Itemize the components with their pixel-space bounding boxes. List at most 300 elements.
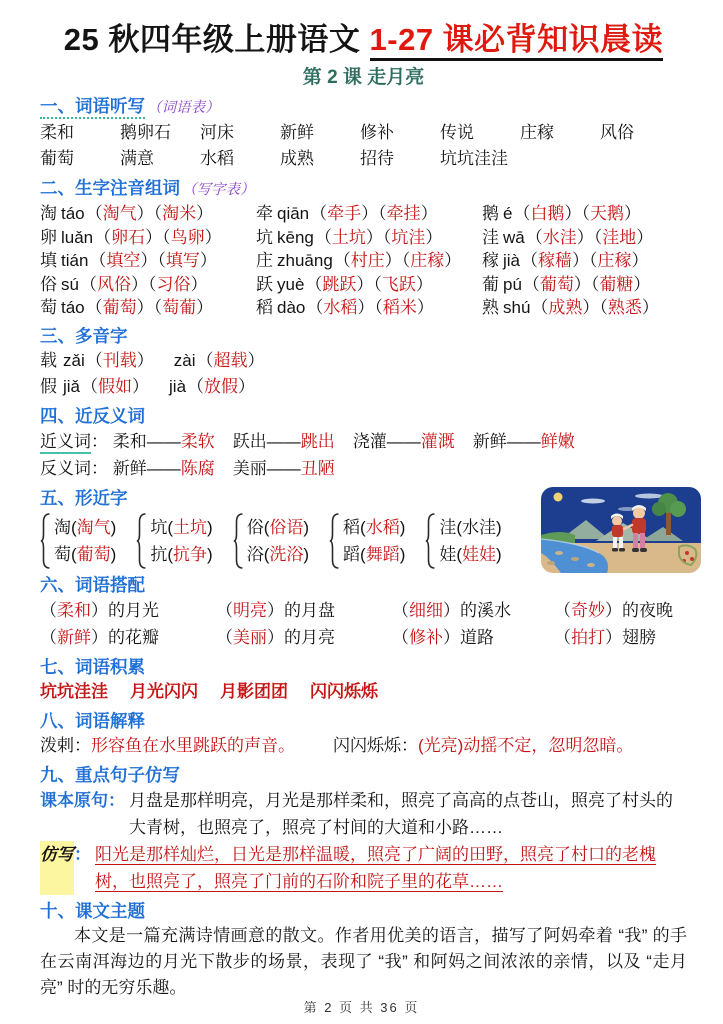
character-entry [256,296,482,320]
paren: ） [238,376,256,396]
antonym-pair [113,459,215,478]
paren: ( [71,517,77,537]
theme-paragraph [40,923,687,1001]
paren: ） [140,251,158,270]
collocation-item [554,597,687,624]
paren: ） [444,251,462,270]
pair-top [54,514,116,541]
paren: ) [303,517,310,537]
pinyin: yuè [277,274,305,294]
character: 稼 [482,251,499,270]
pair-top [439,514,501,541]
section-10-heading: 十、课文主题 [40,900,145,921]
paren: （ [40,627,57,647]
character: 鹅 [482,204,499,223]
section-3-heading: 三、多音字 [40,325,128,346]
character: 假 [40,376,57,396]
character-entry [482,296,687,320]
collocation-item [40,624,216,651]
pair-bottom [247,541,309,568]
character: 庄 [256,251,273,270]
pair-bottom [343,541,405,568]
dictation-word: 庄稼 [520,123,554,142]
original-sentence-label: 课本原句 [40,790,108,810]
character: 萄 [54,544,71,564]
collocation-rest: 的月亮 [284,627,335,647]
paren: ） [136,350,154,370]
character-entry [482,273,687,297]
paren: ） [204,227,222,247]
word: 葡萄 [76,544,111,564]
dictation-word: 新鲜 [280,123,314,142]
word-2: 超载 [213,350,248,370]
paren: ） [576,227,594,247]
paren: （ [531,298,549,317]
word-2: 填写 [165,251,200,270]
character-entry [40,273,256,297]
paren: ( [360,544,366,564]
paren: ( [167,517,174,537]
collocation-rest: 的夜晚 [622,600,673,620]
lesson-subtitle: 第 2 课 走月亮 [302,67,425,88]
word-1: 刊载 [102,350,137,370]
theme-segment: 。 [169,977,187,997]
similar-character-group [40,513,116,569]
theme-segment: 的场景，表现了 “我” 和阿妈之间 [250,951,501,971]
colon: ： [74,844,91,864]
paren: ( [71,544,77,564]
collocation-word: 新鲜 [57,627,91,647]
curly-brace-icon [40,513,51,569]
pinyin-2: jià [169,376,187,396]
word: 舞蹈 [365,544,400,564]
word: 俗语 [269,517,304,537]
collocation-item [40,597,216,624]
paren: ） [631,251,649,270]
paren: ) [399,544,406,564]
word-1: 成熟 [548,298,583,317]
paren: （ [314,227,332,247]
paren: （ [525,227,543,247]
curly-brace-icon [425,513,436,569]
similar-character-group [425,513,501,569]
synonym-label: 近义词 [40,432,91,454]
collocation-grid [40,597,687,651]
paren: ) [496,544,502,564]
section-5-heading: 五、形近字 [40,487,128,508]
theme-segment: 无穷乐趣 [101,977,170,997]
dictation-word: 传说 [440,123,474,142]
character: 稻 [256,298,273,317]
paren: ） [136,298,154,317]
paren: （ [147,274,157,294]
accumulated-word: 坑坑洼洼 [40,681,108,701]
pinyin: shú [503,298,531,317]
paren: （ [94,227,112,247]
pinyin-2: zài [173,350,196,370]
synonym-pair [353,432,455,451]
word-b: 陈腐 [180,458,215,478]
similar-character-pair [343,514,405,568]
paren: ) [110,517,117,537]
pinyin: zhuāng [277,251,333,270]
character-entry [482,249,687,273]
pinyin-1: zǎi [63,350,85,370]
paren: （ [333,251,351,270]
word-1: 葡萄 [539,274,574,294]
paren: （ [306,298,324,317]
character-pinyin-word-grid [40,202,687,320]
paren: ） [573,274,591,294]
paren: （ [554,627,571,647]
word-b: 鲜嫩 [540,431,575,451]
section-9-heading: 九、重点句子仿写 [40,764,180,785]
polyphone-entry [40,374,687,400]
colon: ： [74,735,91,755]
word-1: 葡萄 [102,298,137,317]
paren: ） [196,298,214,317]
pinyin: wā [503,227,525,247]
dash: —— [506,431,541,451]
paren: ） [267,627,284,647]
word-2: 飞跃 [381,274,416,294]
pinyin: qiān [277,204,310,223]
word-2: 洼地 [602,227,637,247]
original-sentence-text: 月盘是那样明亮，月光是那样柔和，照亮了高高的点苍山，照亮了村头的大青树，也照亮了，照亮了村间的大道和小路…… [129,790,673,837]
word-2: 鸟卵 [170,227,205,247]
paren: （ [85,350,103,370]
paren: （ [373,274,382,294]
word-1: 稼穑 [538,251,573,270]
dictation-word: 坑坑洼洼 [440,149,508,168]
character: 熟 [482,298,499,317]
paren: ） [623,204,641,223]
character-entry [40,202,256,226]
word-a: 新鲜 [112,458,147,478]
pinyin: kēng [277,227,314,247]
character: 稻 [343,517,361,537]
theme-segment: 云南洱海边 [57,951,146,971]
word-1: 土坑 [331,227,366,247]
definition: 形容鱼在水里跳跃的声音。 [91,735,295,755]
word-2: 稻米 [382,298,417,317]
paren: （ [378,204,387,223]
paren: ） [633,274,651,294]
accumulated-word: 月光闪闪 [130,681,198,701]
word-1: 水稻 [323,298,358,317]
similar-character-group [233,513,309,569]
character-entry [256,202,482,226]
character: 填 [40,251,57,270]
collocation-rest: 翅膀 [622,627,656,647]
word: 淘气 [76,517,111,537]
paren: （ [513,204,531,223]
paren: （ [305,274,323,294]
imitation-label: 仿写 [40,841,74,895]
character: 俗 [40,274,57,294]
paren: ) [207,517,213,537]
word-1: 假如 [98,376,133,396]
collocation-rest: 的月光 [108,600,159,620]
character-entry [482,226,687,250]
dictation-word: 河床 [200,123,234,142]
word-a: 浇灌 [352,431,387,451]
character: 娃 [439,544,457,564]
character: 淘 [54,517,71,537]
paren: ) [496,517,502,537]
word-b: 柔软 [180,431,215,451]
character: 葡 [482,274,499,294]
pinyin: táo [61,204,85,223]
word-2: 庄稼 [410,251,445,270]
paren: （ [593,227,603,247]
paren: ） [365,227,383,247]
paren: ） [384,251,402,270]
imitation-sentence-row [40,841,687,895]
dictation-word: 招待 [360,149,394,168]
polyphone-list [40,348,687,400]
word-b: 跳出 [300,431,335,451]
word-a: 新鲜 [472,431,507,451]
section-2-note: （写字表） [182,182,255,198]
dictation-word: 柔和 [40,123,74,142]
pair-top [150,514,212,541]
section-1-heading [40,95,687,120]
term: 泼剌 [40,735,74,755]
character-entry [256,226,482,250]
collocation-word: 修补 [409,627,443,647]
title-red-part: 1-27 课必背知识晨读 [370,22,664,61]
section-1-heading-text: 一、词语听写 [40,96,145,119]
paren: （ [521,251,539,270]
paren: ) [303,544,310,564]
collocation-word: 美丽 [233,627,267,647]
collocation-item [392,624,554,651]
section-7-heading: 七、词语积累 [40,656,145,677]
accumulated-words-row [40,679,687,705]
paren: ） [267,600,284,620]
paren: ） [145,227,163,247]
paren: （ [216,600,233,620]
similar-character-pair [247,514,309,568]
paren: （ [153,298,163,317]
pinyin: pú [503,274,522,294]
dash: —— [386,431,421,451]
dictation-word: 成熟 [280,149,314,168]
pinyin: jià [503,251,521,270]
colon: ： [91,458,108,478]
section-4-heading: 四、近反义词 [40,405,145,426]
paren: （ [216,627,233,647]
paren: ） [605,600,622,620]
paren: （ [40,600,57,620]
paren: ） [415,274,433,294]
character: 坑 [150,517,168,537]
paren: ） [443,627,460,647]
curly-brace-icon [233,513,244,569]
pinyin: táo [61,298,85,317]
character-entry [256,249,482,273]
paren: ( [263,544,270,564]
paren: （ [310,204,328,223]
dictation-word-list [40,120,687,172]
definitions-row [40,733,687,759]
paren: （ [187,376,205,396]
antonym-row [40,455,687,482]
word-1: 跳跃 [322,274,357,294]
dash: —— [146,431,181,451]
pinyin: dào [277,298,306,317]
theme-segment: 的月光下 [145,951,216,971]
paren: （ [522,274,540,294]
antonym-pair [233,459,335,478]
accumulated-word: 闪闪烁烁 [310,681,378,701]
paren: （ [85,204,103,223]
word-2: 葡糖 [599,274,634,294]
word: 水稻 [365,517,400,537]
paren: ） [132,376,150,396]
paren: （ [153,204,163,223]
word-2: 牵挂 [386,204,421,223]
paren: （ [157,251,166,270]
curly-brace-icon [329,513,340,569]
pinyin: tián [61,251,89,270]
word-a: 美丽 [232,458,267,478]
paren: ( [456,544,463,564]
colon: ： [108,790,125,810]
paren: ） [196,204,214,223]
pinyin: luǎn [61,227,94,247]
character: 洼 [439,517,457,537]
pinyin: é [503,204,513,223]
pinyin-1: jiǎ [63,376,81,396]
paren: （ [81,376,99,396]
pair-bottom [54,541,116,568]
character: 萄 [40,298,57,317]
paren: （ [392,600,409,620]
character: 蹈 [343,544,361,564]
antonym-label: 反义词 [40,458,91,478]
collocation-word: 细细 [409,600,443,620]
paren: （ [162,227,171,247]
colon: ： [401,735,418,755]
collocation-item [216,597,392,624]
page-title [40,20,687,60]
theme-segment: 浓浓的亲情 [500,951,589,971]
paren: （ [374,298,383,317]
dictation-word: 葡萄 [40,149,74,168]
original-sentence-row [40,787,687,841]
character: 牵 [256,204,273,223]
character: 浴 [246,544,264,564]
word-b: 丑陋 [300,458,335,478]
character-entry [40,296,256,320]
character-entry [256,273,482,297]
definition-item [333,736,633,755]
dash: —— [266,458,301,478]
dash: —— [146,458,181,478]
synonym-row [40,428,687,455]
pinyin: sú [61,274,79,294]
paren: （ [401,251,411,270]
word-1: 风俗 [96,274,131,294]
theme-segment: ，以及 “走月亮” 时的 [40,951,688,997]
imitation-sentence-text: 阳光是那样灿烂，日光是那样温暖，照亮了广阔的田野，照亮了村口的老槐树，也照亮了，照亮了门前的石阶和院子里的花草…… [95,844,656,891]
synonym-pair [473,432,575,451]
paren: ） [443,600,460,620]
similar-character-group [136,513,212,569]
word: 娃娃 [462,544,497,564]
paren: ( [456,517,463,537]
character: 俗 [246,517,264,537]
character-entry [482,202,687,226]
term: 闪闪烁烁 [333,735,401,755]
paren: ） [582,298,600,317]
word-2: 淘米 [162,204,197,223]
dictation-word: 修补 [360,123,394,142]
word: 水洼 [462,517,497,537]
word-2: 习俗 [156,274,191,294]
word-1: 填空 [106,251,141,270]
word-1: 白鹅 [530,204,565,223]
dash: —— [266,431,301,451]
word-2: 天鹅 [589,204,624,223]
colon: ： [91,431,108,451]
paren: ） [247,350,265,370]
character-entry [40,249,256,273]
character: 洼 [482,227,499,247]
pair-bottom [150,541,212,568]
word-1: 卵石 [111,227,146,247]
paren: ） [564,204,582,223]
word-2: 坑洼 [391,227,426,247]
paren: ） [136,204,154,223]
paren: （ [581,204,590,223]
collocation-rest: 的花瓣 [108,627,159,647]
paren: ） [91,600,108,620]
paren: （ [590,274,600,294]
word-2: 放假 [204,376,239,396]
pair-top [343,514,405,541]
character: 淘 [40,204,57,223]
word: 土坑 [173,517,208,537]
character: 坑 [256,227,273,247]
paren: （ [599,298,608,317]
character: 跃 [256,274,273,294]
word-1: 村庄 [350,251,385,270]
section-6-heading: 六、词语搭配 [40,574,145,595]
moonlight-walk-illustration [541,487,701,573]
collocation-item [392,597,554,624]
paren: ） [636,227,654,247]
collocation-item [554,624,687,651]
word: 抗争 [173,544,208,564]
word: 洗浴 [269,544,304,564]
section-8-heading: 八、词语解释 [40,710,145,731]
similar-character-group [329,513,405,569]
collocation-rest: 的月盘 [284,600,335,620]
similar-character-pair [54,514,116,568]
word-2: 熟悉 [607,298,642,317]
word-a: 柔和 [112,431,147,451]
synonym-pair [233,432,335,451]
paren: ） [357,298,375,317]
paren: （ [589,251,598,270]
character: 抗 [150,544,168,564]
paren: （ [382,227,392,247]
word-b: 灌溉 [420,431,455,451]
collocation-word: 拍打 [571,627,605,647]
